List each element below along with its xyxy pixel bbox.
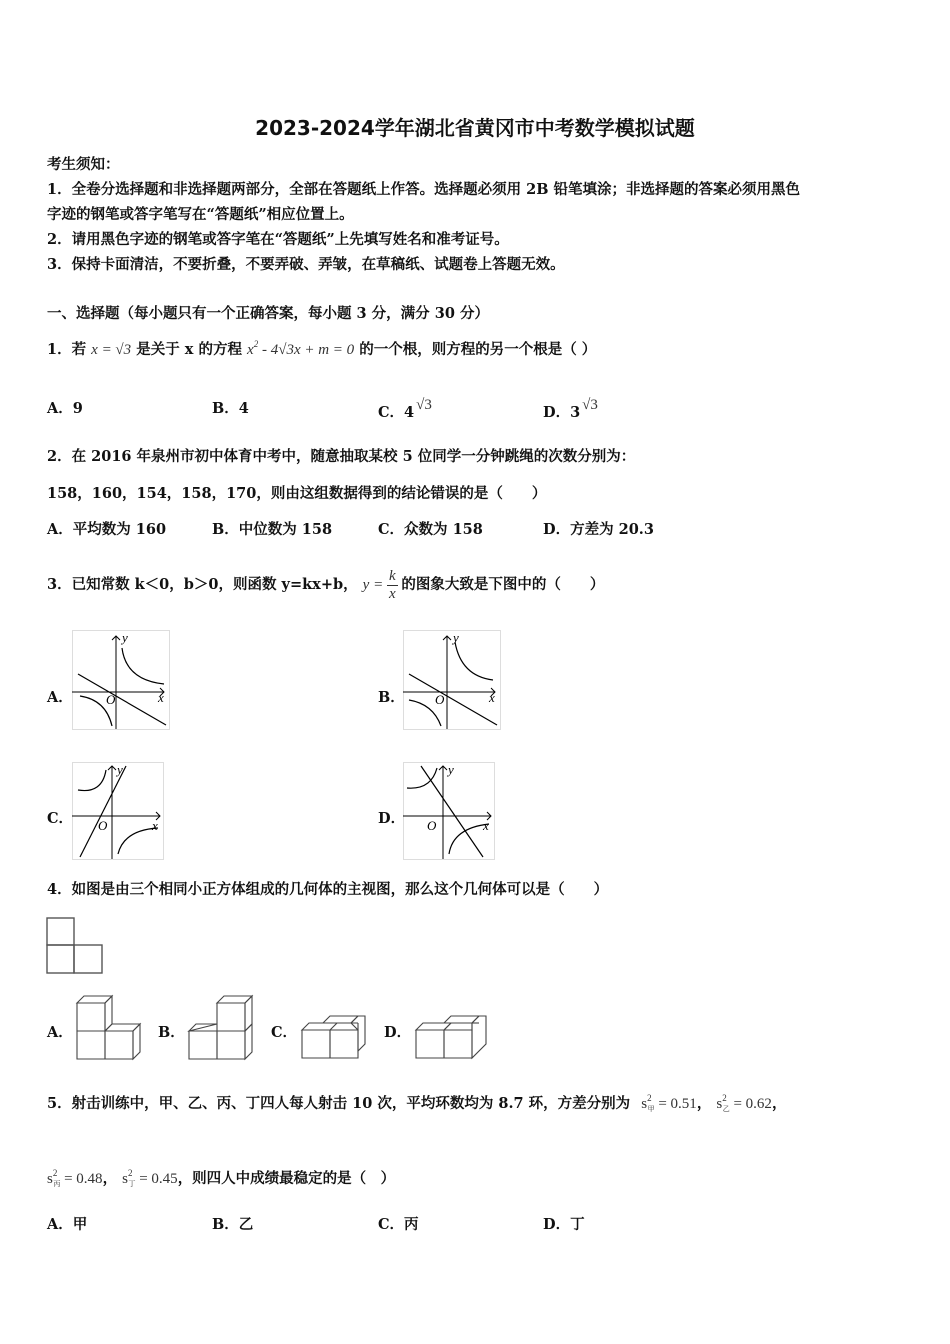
origin-label: O	[98, 818, 108, 833]
variance-bing: $s^2_丙 = 0.48$	[47, 1168, 103, 1188]
page-title: 2023-2024学年湖北省黄冈市中考数学模拟试题	[255, 116, 695, 140]
question-1	[47, 338, 596, 359]
notice-line-1b: 字迹的钢笔或答字笔写在“答题纸”相应位置上。	[47, 206, 354, 223]
question-5-line-2: $s^2_丙 = 0.48$， $s^2_丁 = 0.45$，则四人中成绩最稳定的是（ ）	[47, 1168, 396, 1188]
q1-pre: 1．若	[47, 341, 87, 358]
q5-option-d[interactable]: D．丁	[543, 1216, 585, 1233]
q3-post: 的图象大致是下图中的（ ）	[401, 576, 605, 593]
q2-option-b[interactable]: B．中位数为 158	[212, 521, 333, 538]
q4-solid-c[interactable]	[299, 1011, 371, 1061]
q4-solid-d[interactable]	[413, 1011, 491, 1061]
q1-eq1: x = √3	[91, 342, 132, 358]
q3-option-c[interactable]: C．	[47, 810, 74, 827]
cube-face	[416, 1030, 444, 1058]
origin-label: O	[435, 692, 445, 707]
cube-face	[77, 1031, 105, 1059]
cube-face	[217, 1031, 245, 1059]
graph-frame	[73, 631, 170, 730]
question-5-line-1: 5．射击训练中，甲、乙、丙、丁四人每人射击 10 次，平均环数均为 8.7 环，方差分别为 $s^2_甲 = 0.51$， $s^2_乙 = 0.62$，	[47, 1093, 787, 1113]
cube-face	[189, 1024, 217, 1031]
question-2-line-1: 2．在 2016 年泉州市初中体育中考中，随意抽取某校 5 位同学一分钟跳绳的次数分别为：	[47, 448, 636, 465]
q2-option-c[interactable]: C．众数为 158	[378, 521, 483, 538]
q1-mid: 是关于 x 的方程	[136, 341, 242, 358]
q5-option-b[interactable]: B．乙	[212, 1216, 254, 1233]
q4-option-b[interactable]: B．	[158, 1024, 185, 1041]
q3-option-d[interactable]: D．	[378, 810, 406, 827]
q1-option-c[interactable]: C．4 √3	[378, 397, 432, 421]
cube-face	[133, 1024, 140, 1059]
q1-option-a[interactable]: A．9	[47, 400, 83, 417]
x-label: x	[152, 818, 158, 833]
q2-option-a[interactable]: A．平均数为 160	[47, 521, 167, 538]
variance-jia: $s^2_甲 = 0.51$	[641, 1093, 697, 1113]
question-4: 4．如图是由三个相同小正方体组成的几何体的主视图，那么这个几何体可以是（ ）	[47, 881, 609, 898]
q5-option-c[interactable]: C．丙	[378, 1216, 419, 1233]
cube-face	[444, 1023, 472, 1030]
q3-option-a[interactable]: A．	[47, 689, 73, 706]
q5-option-a[interactable]: A．甲	[47, 1216, 88, 1233]
q4-solid-b[interactable]	[186, 991, 254, 1061]
x-label: x	[158, 690, 164, 705]
cube-face	[444, 1030, 472, 1058]
origin-label: O	[427, 818, 437, 833]
x-label: x	[483, 818, 489, 833]
origin-label: O	[106, 692, 116, 707]
cube-face	[189, 1031, 217, 1059]
cube-face	[77, 1003, 105, 1031]
notice-line-1a: 1．全卷分选择题和非选择题两部分，全部在答题纸上作答。选择题必须用 2B 铅笔填涂；非选择题的答案必须用黑色	[47, 181, 801, 198]
view-square	[74, 945, 102, 973]
x-label: x	[489, 690, 495, 705]
notice-heading: 考生须知：	[47, 156, 120, 173]
graph-frame	[404, 631, 501, 730]
view-square	[47, 918, 74, 945]
variance-ding: $s^2_丁 = 0.45$	[122, 1168, 178, 1188]
cube-face	[302, 1023, 337, 1030]
cube-face	[217, 1003, 245, 1031]
cube-face	[351, 1016, 365, 1051]
q1-eq2: $x^2 - 4√3x + m = 0$	[247, 339, 355, 358]
question-3	[47, 565, 604, 605]
y-label: y	[453, 630, 459, 645]
q3-graph-a[interactable]	[72, 630, 170, 730]
q3-graph-c[interactable]	[72, 762, 164, 860]
view-square	[47, 945, 74, 973]
q1-option-b[interactable]: B．4	[212, 400, 249, 417]
question-2-line-2: 158，160，154，158，170，则由这组数据得到的结论错误的是（ ）	[47, 485, 547, 502]
q1-post: 的一个根，则方程的另一个根是（ ）	[359, 341, 597, 358]
section-heading: 一、选择题（每小题只有一个正确答案，每小题 3 分，满分 30 分）	[47, 305, 489, 322]
y-label: y	[117, 762, 123, 777]
notice-line-2: 2．请用黑色字迹的钢笔或答字笔在“答题纸”上先填写姓名和准考证号。	[47, 231, 509, 248]
q3-pre: 3．已知常数 k＜0，b＞0，则函数 y=kx+b，	[47, 576, 358, 593]
q4-option-c[interactable]: C．	[271, 1024, 298, 1041]
q3-graph-b[interactable]	[403, 630, 501, 730]
q2-option-d[interactable]: D．方差为 20.3	[543, 521, 654, 538]
q4-option-d[interactable]: D．	[384, 1024, 412, 1041]
cube-face	[105, 1031, 133, 1059]
cube-face	[245, 1024, 252, 1059]
q4-front-view	[46, 917, 104, 975]
q4-option-a[interactable]: A．	[47, 1024, 73, 1041]
hyperbola-branch	[78, 770, 106, 791]
q3-option-b[interactable]: B．	[378, 689, 405, 706]
q3-graph-d[interactable]	[403, 762, 495, 860]
variance-yi: $s^2_乙 = 0.62$	[716, 1093, 772, 1113]
y-label: y	[122, 630, 128, 645]
hyperbola-branch	[122, 648, 164, 684]
cube-face	[330, 1030, 358, 1058]
hyperbola-branch	[455, 642, 493, 680]
q1-option-d[interactable]: D．3 √3	[543, 397, 598, 421]
y-label: y	[448, 762, 454, 777]
q4-solid-a[interactable]	[74, 991, 142, 1061]
cube-face	[472, 1016, 486, 1058]
hyperbola-branch	[407, 768, 437, 788]
q3-formula: y = $\frac{k}{x}$	[362, 568, 396, 603]
notice-line-3: 3．保持卡面清洁，不要折叠，不要弄破、弄皱，在草稿纸、试题卷上答题无效。	[47, 256, 565, 273]
graph-frame	[404, 763, 495, 860]
line-graph	[409, 674, 497, 725]
cube-face	[302, 1030, 330, 1058]
